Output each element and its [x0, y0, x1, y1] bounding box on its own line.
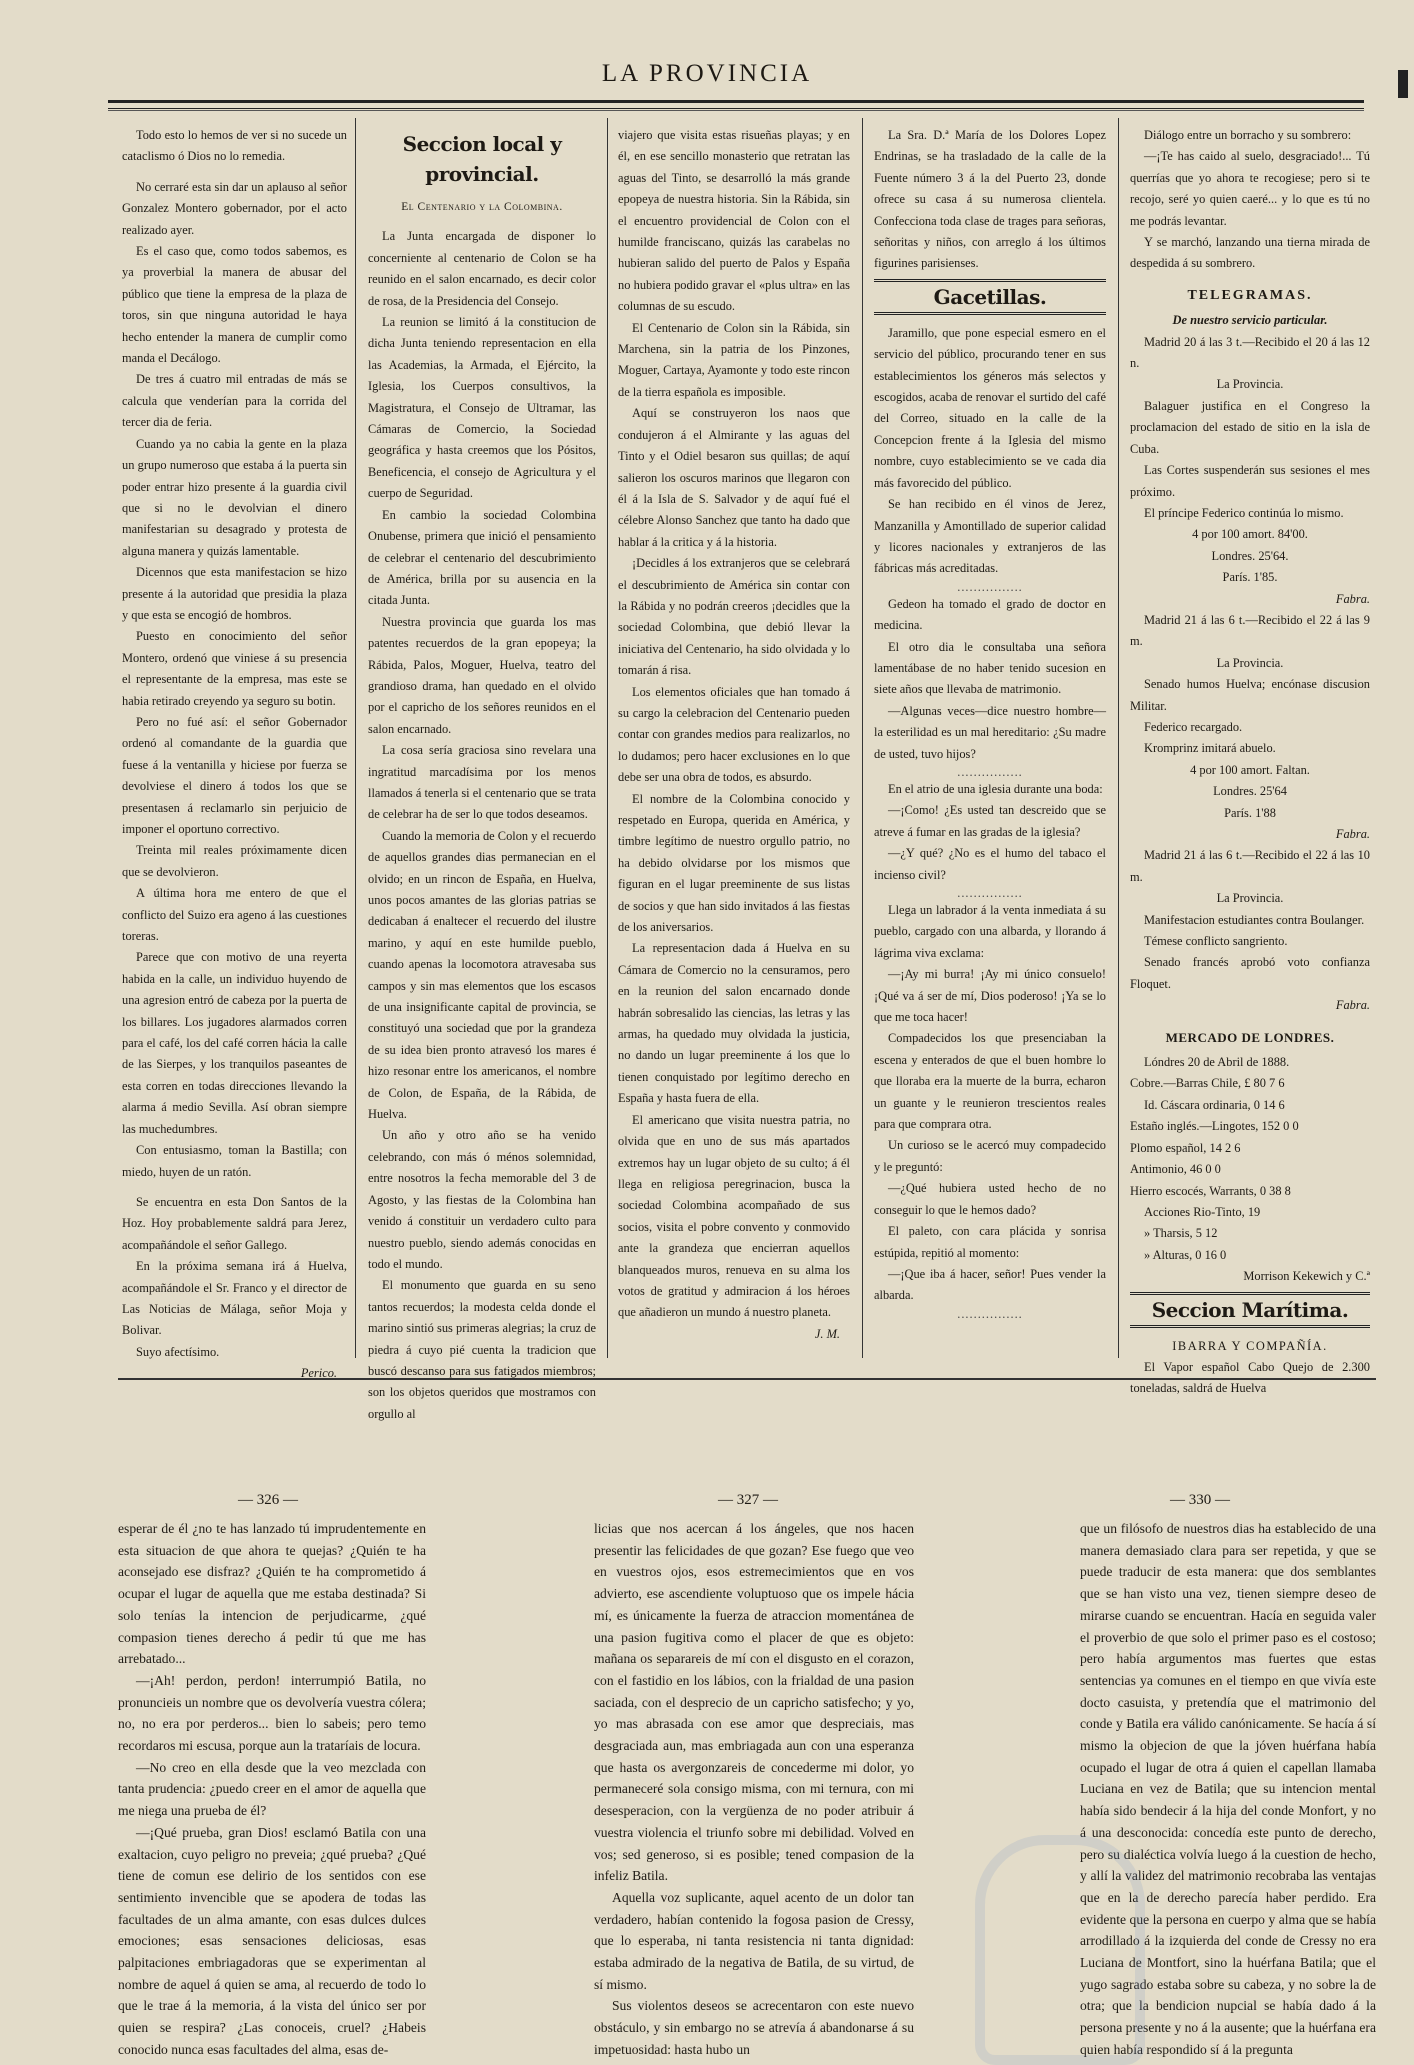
paragraph: El Vapor español Cabo Quejo de 2.300 toneladas, saldrá de Huelva [1130, 1359, 1370, 1396]
paragraph: Senado humos Huelva; encónase discusion Militar. [1130, 677, 1370, 713]
market-line: Morrison Kekewich y C.ª [1243, 1269, 1370, 1284]
market-line: Id. Cáscara ordinaria, 0 14 6 [1144, 1097, 1285, 1112]
market-line: Acciones Rio-Tinto, 19 [1144, 1204, 1261, 1219]
column-rule [1118, 118, 1119, 1358]
agency: Fabra. [1335, 998, 1370, 1013]
paragraph: —¡Te has caido al suelo, desgraciado!... Tú querrías que yo ahora te recogiese; pero si te recojo, seré yo quien caeré... y lo que es tú no me podrás levantar. [1130, 149, 1370, 228]
quote-line: 4 por 100 amort. Faltan. [1190, 762, 1310, 777]
paragraph: Nuestra provincia que guarda los mas patentes recuerdos de la gran epopeya; la Rábida, Palos, Moguer, Huelva, teatro del grandioso drama, han quedado en el olvido por el capricho de los señores reunidos en el salon encarnado. [368, 614, 596, 736]
paragraph: Se han recibido en él vinos de Jerez, Manzanilla y Amontillado de superior calidad y licores nacionales y extranjeros de las fábricas más acreditadas. [874, 497, 1106, 576]
paragraph: Y se marchó, lanzando una tierna mirada de despedida á su sombrero. [1130, 235, 1370, 271]
paragraph: Un curioso se le acercó muy compadecido y le preguntó: [874, 1138, 1106, 1174]
column-rule [355, 118, 356, 1358]
market-line: Lóndres 20 de Abril de 1888. [1144, 1055, 1290, 1070]
quote-line: Londres. 25'64. [1211, 548, 1289, 563]
paragraph: Un año y otro año se ha venido celebrando, con más ó ménos solemnidad, entre nosotros la fecha memorable del 3 de Agosto, y las fiestas de la Colombina han venido á constituir un verdadero culto para nuestro pueblo, siendo además conocidas en todo el mundo. [368, 1128, 596, 1271]
column-5 [1130, 125, 1370, 1396]
company-name: IBARRA Y COMPAÑÍA. [1172, 1338, 1328, 1353]
paragraph: Jaramillo, que pone especial esmero en el servicio del público, procurando tener en sus establecimientos los géneros más selectos y escogidos, acaba de renovar el surtido del café del Correo, situado en la calle de la Concepcion frente á la Iglesia del mismo nombre, cuyo establecimiento se ve cada dia más favorecido del público. [874, 325, 1106, 490]
paragraph: En cambio la sociedad Colombina Onubense, primera que inició el pensamiento de celebrar el centenario del descubrimiento de América, brilla por su ausencia en la citada Junta. [368, 507, 596, 608]
paragraph: El otro dia le consultaba una señora lamentábase de no haber tenido sucesion en siete años que llevaba de matrimonio. [874, 639, 1106, 697]
market-line: Antimonio, 46 0 0 [1130, 1162, 1221, 1177]
paragraph: La reunion se limitó á la constitucion de dicha Junta teniendo representacion en ella las Academias, la Armada, el Ejército, la Iglesia, los Cuerpos consultivos, la Magistratura, el Consejo de Ultramar, las Cámaras de Comercio, la Sociedad geográfica y hasta creemos que los Pósitos, Beneficencia, el consejo de Agricultura y el cuerpo de Seguridad. [368, 315, 596, 501]
paragraph: Aquella voz suplicante, aquel acento de un dolor tan verdadero, habían contenido la fogosa pasion de Cressy, que lo esperaba, ni tanta resistencia ni tanta dignidad: estaba admirado de la negativa de Batila, de su virtud, de sí mismo. [594, 1889, 914, 1992]
market-line: Hierro escocés, Warrants, 0 38 8 [1130, 1183, 1291, 1198]
page-number: — 327 — [718, 1492, 778, 1508]
paragraph: —¡Que iba á hacer, señor! Pues vender la albarda. [874, 1266, 1106, 1303]
separator-dots: ................ [957, 579, 1023, 594]
paragraph: No cerraré esta sin dar un aplauso al señor Gonzalez Montero gobernador, por el acto realizado ayer. [122, 179, 347, 237]
paragraph: El monumento que guarda en su seno tantos recuerdos; la modesta celda donde el marino sintió sus primeras alegrias; la cruz de piedra á cuyo pié cuenta la tradicion que buscó descanso para sus fatigados miembros; son los objetos queridos que mostramos con orgullo al [368, 1278, 596, 1421]
paragraph: Llega un labrador á la venta inmediata á su pueblo, cargado con una albarda, y llorando á lágrima viva exclama: [874, 903, 1106, 960]
paragraph: —Algunas veces—dice nuestro hombre—la esterilidad es un mal hereditario: ¿Su madre de usted, tuvo hijos? [874, 703, 1106, 761]
signature: J. M. [814, 1326, 840, 1341]
article-subtitle: El Centenario y la Colombina. [401, 201, 563, 213]
paragraph: Se encuentra en esta Don Santos de la Hoz. Hoy probablemente saldrá para Jerez, acompañándole el señor Gallego. [122, 1194, 347, 1252]
paragraph: Cuando ya no cabia la gente en la plaza un grupo numeroso que estaba á la puerta sin poder entrar hizo presente á la guardia civil que si no le devolvian el dinero manifestarian su desagrado y protesta de alguna manera y quizás lamentable. [122, 436, 347, 558]
signature: Perico. [300, 1366, 337, 1381]
page-number: — 330 — [1170, 1492, 1230, 1508]
quote-line: 4 por 100 amort. 84'00. [1192, 527, 1308, 542]
paragraph: Balaguer justifica en el Congreso la proclamacion del estado de sitio en la isla de Cuba. [1130, 398, 1370, 456]
paragraph: El nombre de la Colombina conocido y respetado en Europa, querida en América, y timbre legítimo de nuestro orgullo patrio, no ha debido olvidarse por los mismos que figuran en el lugar preeminente de sus listas de socios y que han sido invitados á las fiestas de los aniversarios. [618, 791, 850, 935]
quote-line: París. 1'88 [1224, 805, 1276, 820]
paragraph: En la próxima semana irá á Huelva, acompañándole el Sr. Franco y el director de Las Noticias de Málaga, señor Moja y Bolivar. [122, 1259, 347, 1338]
paragraph: Sus violentos deseos se acrecentaron con este nuevo obstáculo, y sin embargo no se atrevía á abandonarse á su impetuosidad: hasta hubo un [594, 1998, 914, 2057]
paragraph: Con entusiasmo, toman la Bastilla; con miedo, huyen de un ratón. [122, 1143, 347, 1179]
paragraph: Federico recargado. [1144, 719, 1243, 734]
paragraph: Las Cortes suspenderán sus sesiones el mes próximo. [1130, 463, 1370, 499]
paragraph: La cosa sería graciosa sino revelara una ingratitud marcadísima por los menos llamados á tenerla si el centenario que se trata de celebrar ha de ser lo que todos deseamos. [368, 743, 596, 822]
paragraph: El príncipe Federico continúa lo mismo. [1144, 505, 1344, 520]
column-rule [862, 118, 863, 1358]
masthead-rule-thin [108, 110, 1364, 111]
market-line: Cobre.—Barras Chile, £ 80 7 6 [1130, 1076, 1285, 1091]
paragraph: —¿Y qué? ¿No es el humo del tabaco el incienso civil? [874, 846, 1106, 882]
paragraph: Suyo afectísimo. [136, 1344, 220, 1359]
market-title: MERCADO DE LONDRES. [1165, 1029, 1335, 1045]
paragraph: Aquí se construyeron los naos que condujeron á el Almirante y las aguas del Tinto y el Odiel besaron sus quillas; de aquí salieron los oscuros marinos que llegaron con él á la Isla de S. Salvador y de aquí fué el célebre Alonso Sanchez que tanto ha dado que hablar á la critica y á la historia. [618, 406, 850, 549]
column-4 [874, 125, 1106, 1355]
column-3 [618, 125, 850, 1355]
column-rule [607, 118, 608, 1358]
section-title-local: Seccion local y provincial. [402, 132, 562, 186]
telegram-header: Madrid 21 á las 6 t.—Recibido el 22 á las 9 m. [1130, 612, 1370, 649]
folletin-column-2 [594, 1518, 914, 2057]
paragraph: Puesto en conocimiento del señor Montero, ordenó que viniese á su presencia el representante de la empresa, mas este se habia retirado creyendo ya seguro su botin. [122, 629, 347, 708]
paragraph: Dicennos que esta manifestacion se hizo presente á la autoridad que presidia la plaza y que esta se encogió de hombros. [122, 565, 347, 622]
paragraph: —¡Como! ¿Es usted tan descreido que se atreve á fumar en las gradas de la iglesia? [874, 803, 1106, 839]
separator-dots: ................ [957, 764, 1023, 779]
agency: Fabra. [1335, 591, 1370, 606]
paragraph: Kromprinz imitará abuelo. [1144, 741, 1276, 756]
folletin-column-1 [118, 1518, 426, 2057]
telegram-header: Madrid 21 á las 6 t.—Recibido el 22 á las 10 m. [1130, 848, 1370, 884]
paragraph: La Junta encargada de disponer lo concerniente al centenario de Colon se ha reunido en el salon encarnado, es decir color de rosa, de la Presidencia del Consejo. [368, 229, 596, 308]
paragraph: El paleto, con cara plácida y sonrisa estúpida, repitió al momento: [874, 1224, 1106, 1260]
paragraph: Parece que con motivo de una reyerta habida en la calle, un individuo huyendo de una agresion entró de cabeza por la puerta de los billares. Los jugadores alarmados corren para el café, los del café corren hácia la calle de las Sierpes, y los tranquilos paseantes de esta corren en todas direcciones llevando la alarma á medio Sevilla. Así obran siempre las muchedumbres. [122, 950, 347, 1136]
paragraph: En el atrio de una iglesia durante una boda: [888, 781, 1103, 796]
market-line: » Alturas, 0 16 0 [1144, 1247, 1227, 1262]
paragraph: Diálogo entre un borracho y su sombrero: [1144, 128, 1352, 142]
telegrams-subtitle: De nuestro servicio particular. [1172, 313, 1328, 328]
telegram-signature: La Provincia. [1216, 655, 1284, 670]
masthead: LA PROVINCIA [601, 60, 813, 87]
paragraph: viajero que visita estas risueñas playas; y en él, en ese sencillo monasterio que retratan las aguas del Tinto, se desarrolló la más grande epopeya de nuestra historia. Sin la Rábida, sin el encuentro providencial de Colon con el humilde franciscano, quizás las carabelas no hubieran salido del puerto de Palos y España no hubiera podido gravar el «plus ultra» en las columnas de su escudo. [618, 128, 850, 314]
paragraph: Compadecidos los que presenciaban la escena y enterados de que el buen hombre lo que lloraba era la muerte de la burra, echaron un guante y le reunieron trescientos reales para que comprara otra. [874, 1031, 1106, 1132]
paragraph: Treinta mil reales próximamente dicen que se devolvieron. [122, 843, 347, 879]
paragraph: De tres á cuatro mil entradas de más se calcula que venderían para la corrida del tercer dia de feria. [122, 372, 347, 430]
column-1 [122, 125, 347, 1381]
paragraph: La representacion dada á Huelva en su Cámara de Comercio no la censuramos, pero en la reunion del salon encarnado donde habrán sobresalido las ciencias, las letras y las armas, ha quedado muy olvidada la justicia, no dando un lugar preeminente á los que lo tienen conquistado por legítimo derecho en España y hasta fuera de ella. [618, 941, 850, 1106]
telegram-header: Madrid 20 á las 3 t.—Recibido el 20 á las 12 n. [1130, 334, 1370, 371]
paragraph: El Centenario de Colon sin la Rábida, sin Marchena, sin la patria de los Pinzones, Moguer, Cartaya, Ayamonte y todo este rincon de la tierra española es imposible. [618, 320, 850, 399]
page-number: — 326 — [238, 1492, 298, 1508]
market-line: Estaño inglés.—Lingotes, 152 0 0 [1130, 1119, 1299, 1134]
paragraph: Es el caso que, como todos sabemos, es ya proverbial la manera de abusar del público que tiene la empresa de la plaza de toros, sin que ninguna autoridad le haya hecho entender la manera de cumplir como manda el Decálogo. [122, 244, 347, 366]
paragraph: Gedeon ha tomado el grado de doctor en medicina. [874, 596, 1106, 633]
page-divider [118, 1378, 1376, 1380]
paragraph: Pero no fué así: el señor Gobernador ordenó al comandante de la guardia que fuese á la ventanilla y hiciese por fuerza se devolviese el dinero á todos los que se presentasen á reclamarlo sin perjuicio de imponer el oportuno correctivo. [122, 714, 347, 836]
paragraph: —No creo en ella desde que la veo mezclada con tanta prudencia: ¿puedo creer en el amor de aquella que me niega una prueba de él? [118, 1759, 426, 1819]
paragraph: ¡Decidles á los extranjeros que se celebrará el descubrimiento de América sin contar con la Rábida y no podrán creeros ¡decidles que la sociedad Colombina, que debió llevar la iniciativa del Centenario, ha sido olvidada y lo tomarán á risa. [618, 556, 850, 678]
paragraph: Los elementos oficiales que han tomado á su cargo la celebracion del Centenario pueden contar con grandes medios para realizarlos, no lo dudamos; pero hacer exclusiones en lo que debe ser una obra de todos, es absurdo. [618, 684, 850, 785]
paragraph: —¡Qué prueba, gran Dios! esclamó Batila con una exaltacion, cuyo peligro no preveia; ¿qué prueba? ¿Qué tiene de comun ese delirio de los sentidos con ese sentimiento invencible que se apodera de todas las facultades de un alma amante, con esas dulces dulces emociones; esas sensaciones deliciosas, esas palpitaciones embriagadoras que se experimentan al nombre de aquel á quien se ama, al recuerdo de todo lo que le trae á la memoria, á la vista del único ser por quien se respira? ¿Las conoceis, cruel? ¿Habeis conocido nunca esas facultades del alma, esas de- [118, 1824, 426, 2057]
telegrams-title: TELEGRAMAS. [1187, 287, 1313, 303]
agency: Fabra. [1335, 827, 1370, 841]
paragraph: esperar de él ¿no te has lanzado tú imprudentemente en esta situacion de que ahora te quejas? ¿Quién te ha aconsejado ese disfraz? ¿Quién te ha comprometido á ocupar el lugar de aquella que me estaba destinada? Si solo tenías la intencion de perjudicarme, ¿qué compasion tienes derecho á pedir tú que me has arrebatado... [118, 1521, 426, 1667]
paragraph: licias que nos acercan á los ángeles, que nos hacen presentir las felicidades de que gozan? Ese fuego que veo en vuestros ojos, esos estremecimientos que en vos advierto, ese ascendiente voluptuoso que os impele hácia mí, es únicamente la fuerza de atraccion momentánea de una pasion fugitiva como el placer de que es objeto: mañana os separareis de mí con el disgusto en el corazon, con el fastidio en los lábios, con la frialdad de una pasion saciada, con el desprecio de un capricho satisfecho; y yo, yo mas abrasada con ese amor que despreciais, mas desgraciada aun, mas embriagada aun con una esperanza que hasta os avergonzareis de concederme mi dolor, yo permaneceré sola consigo misma, con mi ternura, con mi desesperacion, con la vergüenza de no poder atribuir á vuestra violencia el triunfo sobre mi debilidad. Volved en vos; sed generoso, si es posible; tened compasion de la infeliz Batila. [594, 1521, 914, 1884]
paragraph: Manifestacion estudiantes contra Boulanger. [1144, 912, 1365, 927]
section-title-gacetillas: Gacetillas. [874, 279, 1106, 315]
telegram-signature: La Provincia. [1216, 891, 1284, 906]
paragraph: —¡Ay mi burra! ¡Ay mi único consuelo! ¡Qué va á ser de mí, Dios poderoso! ¡Ya se lo que me toca hacer! [874, 967, 1106, 1025]
paragraph: El americano que visita nuestra patria, no olvida que en uno de sus más apartados extremos hay un lugar objeto de su culto; á él llega en religiosa peregrinacion, busca la sociedad Colombina acompañado de sus socios, visita el pobre convento y conmovido ante la grandeza que encierran aquellos blanqueados muros, renueva en su alma los votos de gratitud y admiracion á los héroes que añadieron un mundo á nuestro planeta. [618, 1112, 850, 1320]
market-line: » Tharsis, 5 12 [1144, 1226, 1218, 1241]
market-line: Plomo español, 14 2 6 [1130, 1140, 1241, 1155]
separator-dots: ................ [957, 886, 1023, 900]
column-2 [368, 125, 596, 1421]
paragraph: —¡Ah! perdon, perdon! interrumpió Batila, no pronuncieis un nombre que os devolvería vuestra cólera; no, no era por perderos... bien lo sabeis; pero temo recordaros mi escusa, porque aun la trataríais de locura. [118, 1672, 426, 1754]
paragraph: La Sra. D.ª María de los Dolores Lopez Endrinas, se ha trasladado de la calle de la Fuente número 3 á la del Puerto 23, donde ofrece su casa á su numerosa clientela. Confecciona toda clase de trages para señoras, señoritas y niños, con arreglo á los últimos figurines parisienses. [874, 128, 1106, 271]
paragraph: Témese conflicto sangriento. [1144, 934, 1288, 949]
paragraph: Cuando la memoria de Colon y el recuerdo de aquellos grandes dias permanecian en el olvido; en un rincon de España, en Huelva, unos pocos amantes de las glorias patrias se dedicaban á enaltecer el recuerdo del ilustre marino, y aquí en este humilde pueblo, cuando apenas la locomotora atravesaba sus campos y sin mas elementos que los escasos de una insignificante capital de provincia, se constituyó una sociedad que por la grandeza de su idea bien pronto atravesó los mares é hizo resonar entre los americanos, el nombre de Colon, de España, de la Rábida, de Huelva. [368, 828, 596, 1122]
quote-line: Londres. 25'64 [1213, 784, 1287, 799]
paragraph: Senado francés aprobó voto confianza Floquet. [1130, 955, 1370, 991]
masthead-rule [108, 100, 1364, 109]
paragraph: Todo esto lo hemos de ver si no sucede un cataclismo ó Dios no lo remedia. [122, 128, 347, 164]
quote-line: París. 1'85. [1222, 570, 1278, 585]
paragraph: —¿Qué hubiera usted hecho de no conseguir lo que le hemos dado? [874, 1181, 1106, 1217]
separator-dots: ................ [957, 1306, 1023, 1321]
paragraph: que un filósofo de nuestros dias ha establecido de una manera demasiado clara para ser repetida, y que se puede traducir de esta manera: que dos semblantes que se han visto una vez, tienen siempre deseo de mirarse cuando se encuentran. Hacía en seguida valer el proverbio de que solo el primer paso es el costoso; pero había argumentos mas fuertes que estas sentencias ya comunes en el tiempo en que vivía este docto casuista, y pretendía que el matrimonio del conde y Batila era válido canónicamente. Se hacía á sí mismo la objecion de que la jóven huérfana había ocupado el lugar de otra á quien el capellan llamaba Luciana en vez de Batila; que su intencion mental había sido bendecir á la hija del conde Monfort, y no á una desconocida: concedía este punto de derecho, pero su dialéctica volvía luego á la cuestion de hecho, y allí la validez del matrimonio recobraba las ventajas que en la de derecho parecía haber perdido. Era evidente que la persona en cuerpo y alma que se había arrodillado á la izquierda del conde de Cressy no era Luciana de Montfort, sino la huérfana Batila; que el yugo sagrado estaba sobre su cabeza, y no sobre la de otra; que la bendicion nupcial se había dado á la persona presente y no á la ausente; que la huérfana era quien había respondido sí á la pregunta [1080, 1521, 1376, 2057]
telegram-signature: La Provincia. [1216, 377, 1284, 392]
library-stamp [975, 1835, 1145, 2065]
section-title-maritima: Seccion Marítima. [1130, 1292, 1370, 1328]
paragraph: A última hora me entero de que el conflicto del Suizo era ageno á las cuestiones toreras. [122, 886, 347, 944]
